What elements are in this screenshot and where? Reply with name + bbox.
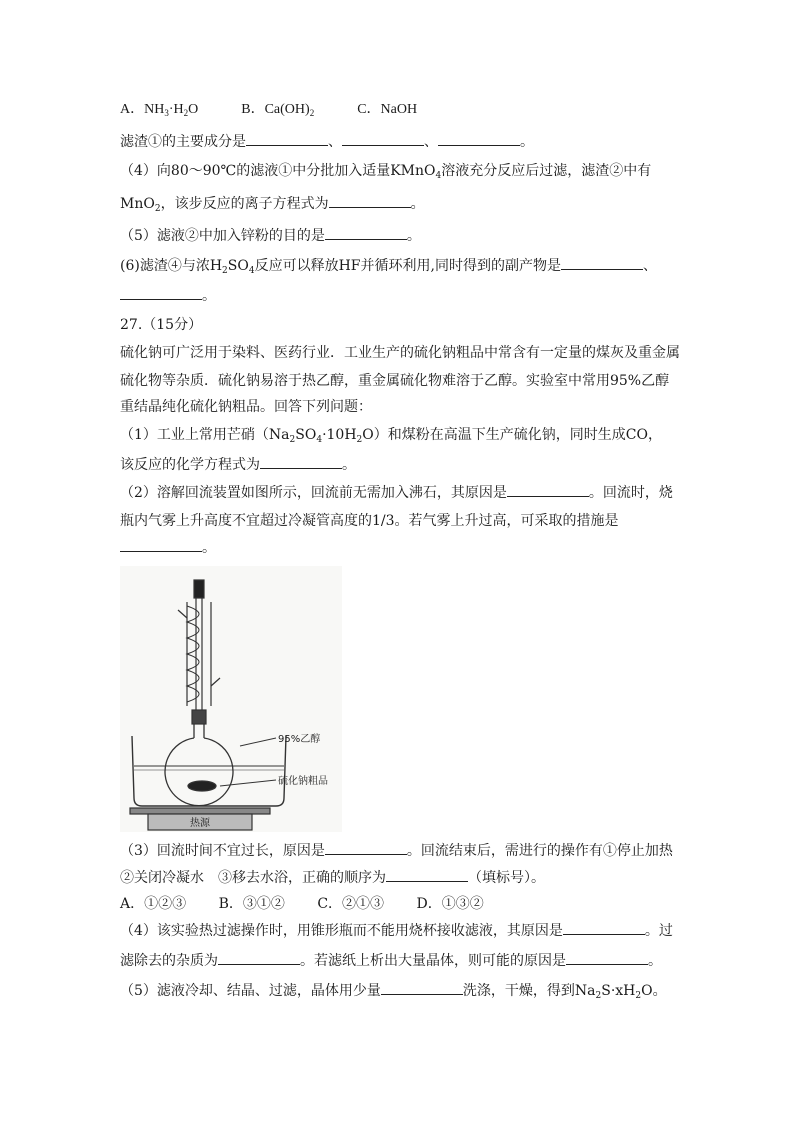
q26-part4-line1: （4）向80～90℃的滤液①中分批加入适量KMnO$_4$溶液充分反应后过滤，滤渣②中有: [120, 163, 652, 181]
q27-part3-line2: ②关闭冷凝水 ③移去水浴，正确的顺序为 （填标号）。: [120, 867, 545, 889]
q27-part4-line1: （4）该实验热过滤操作时，用锥形瓶而不能用烧杯接收滤液，其原因是 。过: [120, 920, 673, 942]
option-c: C．②①③: [317, 896, 385, 912]
q26-options-line: [120, 99, 417, 124]
answer-blank[interactable]: [325, 225, 407, 240]
label-crude-na2s: 硫化钠粗品: [278, 776, 328, 787]
q27-intro-line3: 重结晶纯化硫化钠粗品。回答下列问题：: [120, 399, 372, 415]
label-heat-source: 热源: [190, 818, 210, 829]
answer-blank[interactable]: [563, 920, 645, 935]
answer-blank[interactable]: [342, 131, 424, 146]
answer-blank[interactable]: [120, 537, 202, 552]
reflux-apparatus-figure: [120, 566, 342, 832]
heat-source: [130, 808, 270, 830]
q27-part2-line1: （2）溶解回流装置如图所示，回流前无需加入沸石，其原因是 。回流时，烧: [120, 482, 673, 504]
answer-blank[interactable]: [120, 285, 202, 300]
q27-part5-line: （5）滤液冷却、结晶、过滤，晶体用少量 洗涤，干燥，得到$Na_2S\cdot xH_2O$。: [120, 980, 667, 1007]
answer-blank[interactable]: [325, 840, 407, 855]
answer-blank[interactable]: [381, 980, 463, 995]
q27-part2-line3: 。: [120, 537, 216, 559]
q27-intro-line1: 硫化钠可广泛用于染料、医药行业．工业生产的硫化钠粗品中常含有一定量的煤灰及重金属: [120, 345, 680, 361]
q27-part3-options: [120, 893, 484, 915]
q27-header: 27.（15分）: [120, 317, 203, 333]
answer-blank[interactable]: [561, 255, 643, 270]
answer-blank[interactable]: [218, 950, 300, 965]
option-b: B．$Ca(OH)_2$: [241, 102, 315, 118]
option-b: B．③①②: [218, 896, 285, 912]
option-c: C．NaOH: [357, 102, 418, 117]
q26-part5-line: （5）滤液②中加入锌粉的目的是 。: [120, 225, 421, 247]
q27-part4-line2: 滤除去的杂质为 。若滤纸上析出大量晶体，则可能的原因是 。: [120, 950, 662, 972]
answer-blank[interactable]: [566, 950, 648, 965]
answer-blank[interactable]: [260, 454, 342, 469]
option-a: A．$NH_3\cdot H_2O$: [120, 102, 199, 118]
answer-blank[interactable]: [246, 131, 328, 146]
q26-part6-line2: 。: [120, 285, 216, 307]
label-95-ethanol: 95%乙醇: [278, 734, 321, 745]
q26-part4-line2: MnO$_2$，该步反应的离子方程式为 。: [120, 193, 425, 220]
q27-part2-line2: 瓶内气雾上升高度不宜超过冷凝管高度的1/3。若气雾上升过高，可采取的措施是: [120, 513, 619, 529]
q27-part1-line2: 该反应的化学方程式为 。: [120, 454, 356, 476]
option-a: A．①②③: [120, 896, 187, 912]
option-d: D．①③②: [416, 896, 484, 912]
answer-blank[interactable]: [386, 867, 468, 882]
q26-part6-line1: (6)滤渣④与浓$H_2SO_4$反应可以释放HF并循环利用,同时得到的副产物是 、: [120, 255, 657, 282]
answer-blank[interactable]: [507, 482, 589, 497]
q27-intro-line2: 硫化物等杂质．硫化钠易溶于热乙醇，重金属硫化物难溶于乙醇。实验室中常用95%乙醇: [120, 373, 670, 389]
answer-blank[interactable]: [329, 193, 411, 208]
q27-part1-line1: （1）工业上常用芒硝$(Na_2SO_4\cdot 10H_2O)$和煤粉在高温下生产硫化钠，同时生成CO，: [120, 427, 662, 445]
q27-part3-line1: （3）回流时间不宜过长，原因是 。回流结束后，需进行的操作有①停止加热: [120, 840, 673, 862]
answer-blank[interactable]: [438, 131, 520, 146]
q26-residue1-line: 滤渣①的主要成分是 、 、 。: [120, 131, 534, 153]
